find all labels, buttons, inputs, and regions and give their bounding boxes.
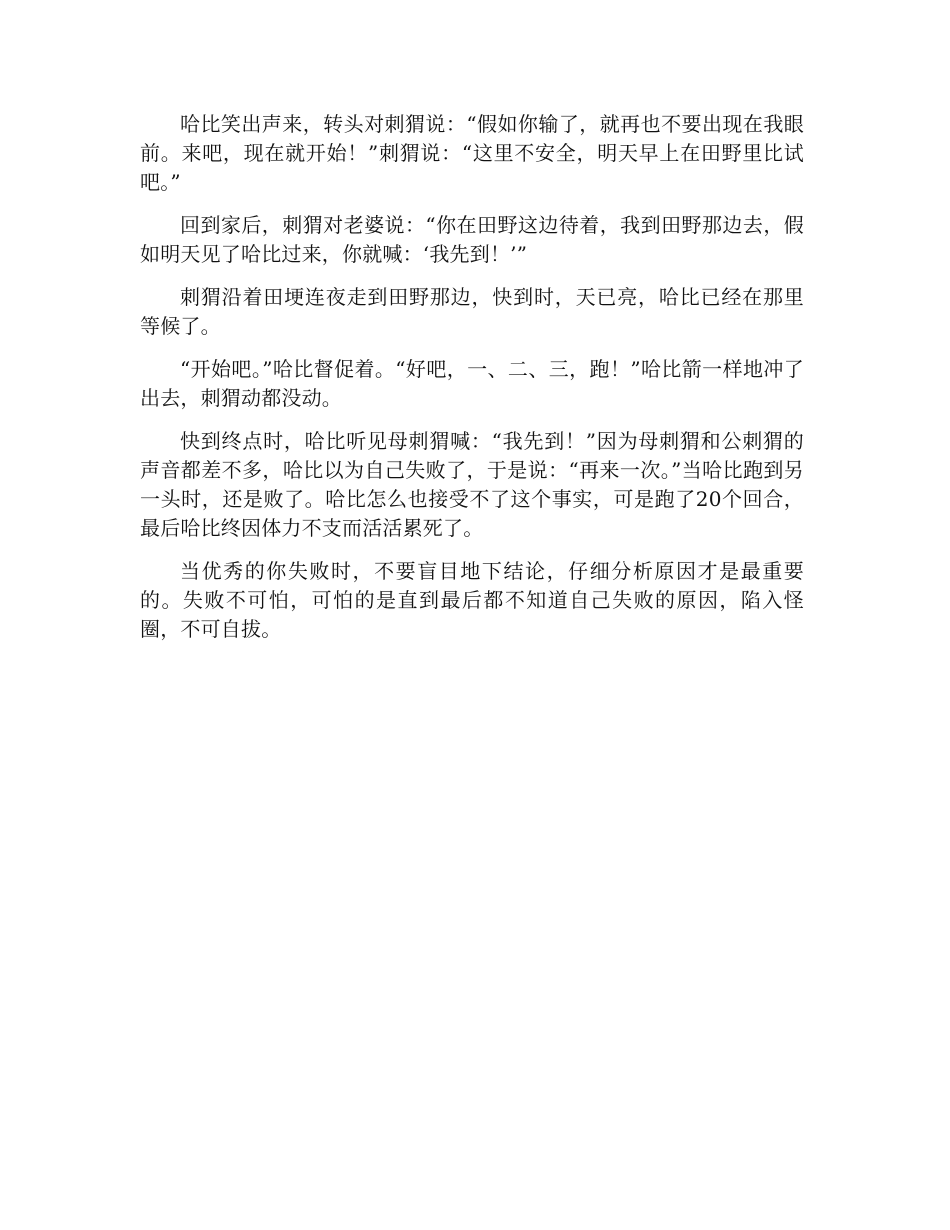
document-body: [140, 110, 804, 658]
paragraph-5: 快到终点时，哈比听见母刺猬喊：“我先到！”因为母刺猬和公刺猬的声音都差不多，哈比以为自己失败了，于是说：“再来一次。”当哈比跑到另一头时，还是败了。哈比怎么也接受不了这个事实，可是跑了20个回合，最后哈比终因体力不支而活活累死了。: [140, 429, 804, 540]
paragraph-6: 当优秀的你失败时，不要盲目地下结论，仔细分析原因才是最重要的。失败不可怕，可怕的是直到最后都不知道自己失败的原因，陷入怪圈，不可自拔。: [140, 559, 804, 641]
paragraph-4: “开始吧。”哈比督促着。“好吧，一、二、三，跑！”哈比箭一样地冲了出去，刺猬动都没动。: [140, 357, 804, 410]
paragraph-2: 回到家后，刺猬对老婆说：“你在田野这边待着，我到田野那边去，假如明天见了哈比过来，你就喊：‘我先到！’”: [140, 213, 804, 266]
paragraph-1: 哈比笑出声来，转头对刺猬说：“假如你输了，就再也不要出现在我眼前。来吧，现在就开始！”刺猬说：“这里不安全，明天早上在田野里比试吧。”: [140, 112, 804, 194]
paragraph-3: 刺猬沿着田埂连夜走到田野那边，快到时，天已亮，哈比已经在那里等候了。: [140, 285, 804, 338]
